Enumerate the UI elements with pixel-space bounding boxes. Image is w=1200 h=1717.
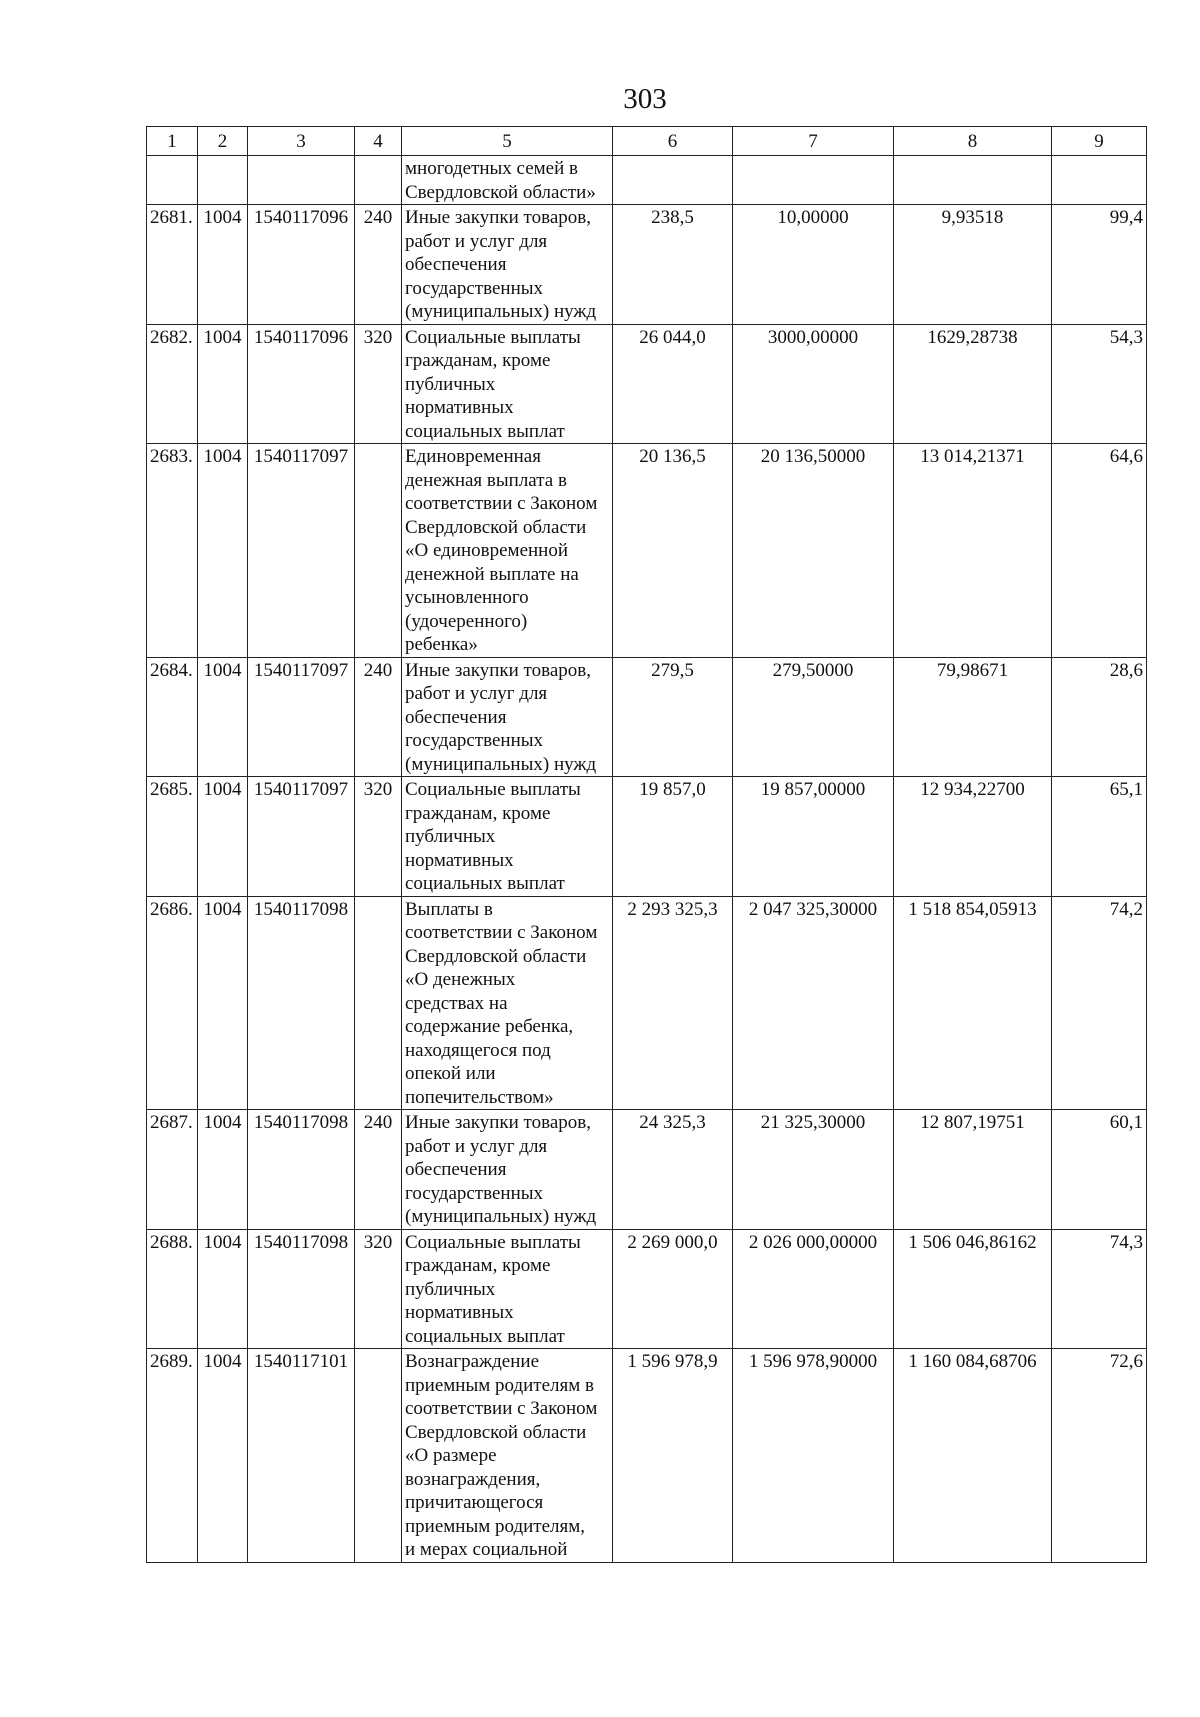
percent-cell: 28,6: [1052, 657, 1147, 777]
section-code-cell: 1004: [198, 1110, 248, 1230]
description-line: соответствии с Законом: [405, 1398, 598, 1419]
description-line: публичных: [405, 373, 496, 395]
expense-kind-cell: 320: [355, 1229, 402, 1349]
limit-amount-cell: 19 857,00000: [733, 777, 894, 897]
description-cell: [402, 777, 613, 897]
description-line: гражданам, кроме: [405, 350, 551, 371]
description-line: «О размере: [405, 1445, 497, 1466]
description-line: находящегося под: [405, 1039, 551, 1061]
limit-amount-cell: 10,00000: [733, 205, 894, 325]
section-code-cell: 1004: [198, 1229, 248, 1349]
budget-table: [146, 126, 1147, 1563]
table-row: [147, 205, 1147, 325]
description-line: обеспечения: [405, 254, 507, 275]
description-line: «О единовременной: [405, 540, 569, 561]
description-line: (муниципальных) нужд: [405, 301, 597, 322]
description-line: Социальные выплаты: [405, 326, 581, 348]
plan-amount-cell: 238,5: [613, 205, 733, 325]
column-header: 8: [894, 127, 1052, 156]
description-line: нормативных: [405, 1302, 514, 1323]
row-number-cell: 2685.: [147, 777, 198, 897]
limit-amount-cell: 20 136,50000: [733, 444, 894, 658]
section-code-cell: [198, 156, 248, 205]
target-article-cell: [248, 156, 355, 205]
description-cell: [402, 896, 613, 1110]
target-article-cell: 1540117096: [248, 324, 355, 444]
execution-amount-cell: 12 807,19751: [894, 1110, 1052, 1230]
execution-amount-cell: 79,98671: [894, 657, 1052, 777]
table-row: [147, 896, 1147, 1110]
execution-amount-cell: 1 518 854,05913: [894, 896, 1052, 1110]
expense-kind-cell: 240: [355, 657, 402, 777]
row-number-cell: 2687.: [147, 1110, 198, 1230]
description-line: соответствии с Законом: [405, 493, 598, 514]
description-line: нормативных: [405, 397, 514, 418]
plan-amount-cell: 1 596 978,9: [613, 1349, 733, 1563]
description-line: обеспечения: [405, 1159, 507, 1180]
plan-amount-cell: 20 136,5: [613, 444, 733, 658]
description-line: Свердловской области»: [405, 181, 596, 203]
percent-cell: 99,4: [1052, 205, 1147, 325]
execution-amount-cell: 13 014,21371: [894, 444, 1052, 658]
plan-amount-cell: 2 269 000,0: [613, 1229, 733, 1349]
description-line: Выплаты в: [405, 898, 493, 920]
percent-cell: 64,6: [1052, 444, 1147, 658]
section-code-cell: 1004: [198, 657, 248, 777]
expense-kind-cell: 320: [355, 324, 402, 444]
table-row: [147, 1110, 1147, 1230]
section-code-cell: 1004: [198, 444, 248, 658]
column-header: 7: [733, 127, 894, 156]
description-line: Социальные выплаты: [405, 779, 581, 800]
column-header: 9: [1052, 127, 1147, 156]
description-cell: [402, 1349, 613, 1563]
description-line: публичных: [405, 826, 496, 847]
description-line: социальных выплат: [405, 420, 565, 442]
description-line: работ и услуг для: [405, 230, 548, 252]
table-row: [147, 156, 1147, 205]
row-number-cell: 2689.: [147, 1349, 198, 1563]
description-line: приемным родителям,: [405, 1515, 586, 1537]
execution-amount-cell: 1 160 084,68706: [894, 1349, 1052, 1563]
description-line: гражданам, кроме: [405, 1255, 551, 1276]
table-row: [147, 777, 1147, 897]
percent-cell: 74,2: [1052, 896, 1147, 1110]
target-article-cell: 1540117097: [248, 777, 355, 897]
page-number: 303: [623, 83, 667, 115]
description-line: работ и услуг для: [405, 683, 548, 704]
description-line: усыновленного: [405, 587, 529, 608]
description-line: Вознаграждение: [405, 1351, 540, 1372]
plan-amount-cell: 19 857,0: [613, 777, 733, 897]
description-line: социальных выплат: [405, 873, 565, 894]
description-line: вознаграждения,: [405, 1468, 541, 1490]
row-number-cell: 2688.: [147, 1229, 198, 1349]
description-line: обеспечения: [405, 706, 507, 728]
expense-kind-cell: 320: [355, 777, 402, 897]
target-article-cell: 1540117097: [248, 657, 355, 777]
row-number-cell: 2686.: [147, 896, 198, 1110]
description-line: Иные закупки товаров,: [405, 207, 591, 228]
description-line: (удочеренного): [405, 610, 528, 632]
description-line: Иные закупки товаров,: [405, 1112, 591, 1133]
row-number-cell: 2682.: [147, 324, 198, 444]
row-number-cell: 2683.: [147, 444, 198, 658]
column-header: 4: [355, 127, 402, 156]
limit-amount-cell: [733, 156, 894, 205]
target-article-cell: 1540117097: [248, 444, 355, 658]
expense-kind-cell: 240: [355, 205, 402, 325]
description-cell: [402, 324, 613, 444]
description-line: Социальные выплаты: [405, 1231, 581, 1253]
expense-kind-cell: [355, 896, 402, 1110]
execution-amount-cell: 1629,28738: [894, 324, 1052, 444]
execution-amount-cell: 12 934,22700: [894, 777, 1052, 897]
table-row: [147, 657, 1147, 777]
description-line: попечительством»: [405, 1086, 554, 1108]
limit-amount-cell: 1 596 978,90000: [733, 1349, 894, 1563]
description-line: Единовременная: [405, 446, 541, 467]
percent-cell: 60,1: [1052, 1110, 1147, 1230]
header-row: [147, 127, 1147, 156]
description-cell: [402, 444, 613, 658]
section-code-cell: 1004: [198, 1349, 248, 1563]
table-row: [147, 1349, 1147, 1563]
column-header: 5: [402, 127, 613, 156]
description-line: и мерах социальной: [405, 1539, 568, 1560]
description-line: государственных: [405, 730, 544, 751]
description-line: публичных: [405, 1278, 496, 1300]
column-header: 1: [147, 127, 198, 156]
description-line: (муниципальных) нужд: [405, 1206, 597, 1227]
description-cell: [402, 156, 613, 205]
percent-cell: 54,3: [1052, 324, 1147, 444]
description-cell: [402, 1229, 613, 1349]
description-line: социальных выплат: [405, 1325, 565, 1347]
description-line: ребенка»: [405, 634, 478, 655]
row-number-cell: 2684.: [147, 657, 198, 777]
description-line: причитающегося: [405, 1492, 544, 1513]
description-line: «О денежных: [405, 969, 516, 990]
limit-amount-cell: 279,50000: [733, 657, 894, 777]
plan-amount-cell: 2 293 325,3: [613, 896, 733, 1110]
description-line: работ и услуг для: [405, 1135, 548, 1157]
description-cell: [402, 205, 613, 325]
execution-amount-cell: 1 506 046,86162: [894, 1229, 1052, 1349]
column-header: 3: [248, 127, 355, 156]
table-row: [147, 324, 1147, 444]
description-line: Иные закупки товаров,: [405, 659, 591, 681]
target-article-cell: 1540117098: [248, 896, 355, 1110]
description-line: опекой или: [405, 1063, 496, 1084]
section-code-cell: 1004: [198, 205, 248, 325]
limit-amount-cell: 2 047 325,30000: [733, 896, 894, 1110]
row-number-cell: [147, 156, 198, 205]
column-header: 6: [613, 127, 733, 156]
column-header: 2: [198, 127, 248, 156]
expense-kind-cell: [355, 1349, 402, 1563]
target-article-cell: 1540117096: [248, 205, 355, 325]
description-line: приемным родителям в: [405, 1374, 594, 1396]
percent-cell: [1052, 156, 1147, 205]
description-line: многодетных семей в: [405, 158, 578, 179]
percent-cell: 65,1: [1052, 777, 1147, 897]
description-line: соответствии с Законом: [405, 922, 598, 943]
expense-kind-cell: [355, 444, 402, 658]
plan-amount-cell: 279,5: [613, 657, 733, 777]
section-code-cell: 1004: [198, 777, 248, 897]
description-line: нормативных: [405, 849, 514, 871]
expense-kind-cell: 240: [355, 1110, 402, 1230]
description-line: гражданам, кроме: [405, 802, 551, 824]
percent-cell: 74,3: [1052, 1229, 1147, 1349]
limit-amount-cell: 3000,00000: [733, 324, 894, 444]
description-line: Свердловской области: [405, 1421, 587, 1443]
plan-amount-cell: [613, 156, 733, 205]
section-code-cell: 1004: [198, 324, 248, 444]
plan-amount-cell: 26 044,0: [613, 324, 733, 444]
row-number-cell: 2681.: [147, 205, 198, 325]
execution-amount-cell: [894, 156, 1052, 205]
description-line: Свердловской области: [405, 945, 587, 967]
description-line: государственных: [405, 277, 544, 299]
expense-kind-cell: [355, 156, 402, 205]
section-code-cell: 1004: [198, 896, 248, 1110]
description-line: денежная выплата в: [405, 469, 567, 491]
description-line: денежной выплате на: [405, 563, 579, 585]
description-line: Свердловской области: [405, 516, 587, 538]
description-cell: [402, 657, 613, 777]
target-article-cell: 1540117098: [248, 1110, 355, 1230]
description-line: содержание ребенка,: [405, 1016, 574, 1037]
table-row: [147, 1229, 1147, 1349]
plan-amount-cell: 24 325,3: [613, 1110, 733, 1230]
description-line: (муниципальных) нужд: [405, 753, 597, 775]
target-article-cell: 1540117101: [248, 1349, 355, 1563]
table-row: [147, 444, 1147, 658]
description-cell: [402, 1110, 613, 1230]
description-line: государственных: [405, 1182, 544, 1204]
percent-cell: 72,6: [1052, 1349, 1147, 1563]
target-article-cell: 1540117098: [248, 1229, 355, 1349]
limit-amount-cell: 2 026 000,00000: [733, 1229, 894, 1349]
description-line: средствах на: [405, 992, 508, 1014]
execution-amount-cell: 9,93518: [894, 205, 1052, 325]
limit-amount-cell: 21 325,30000: [733, 1110, 894, 1230]
